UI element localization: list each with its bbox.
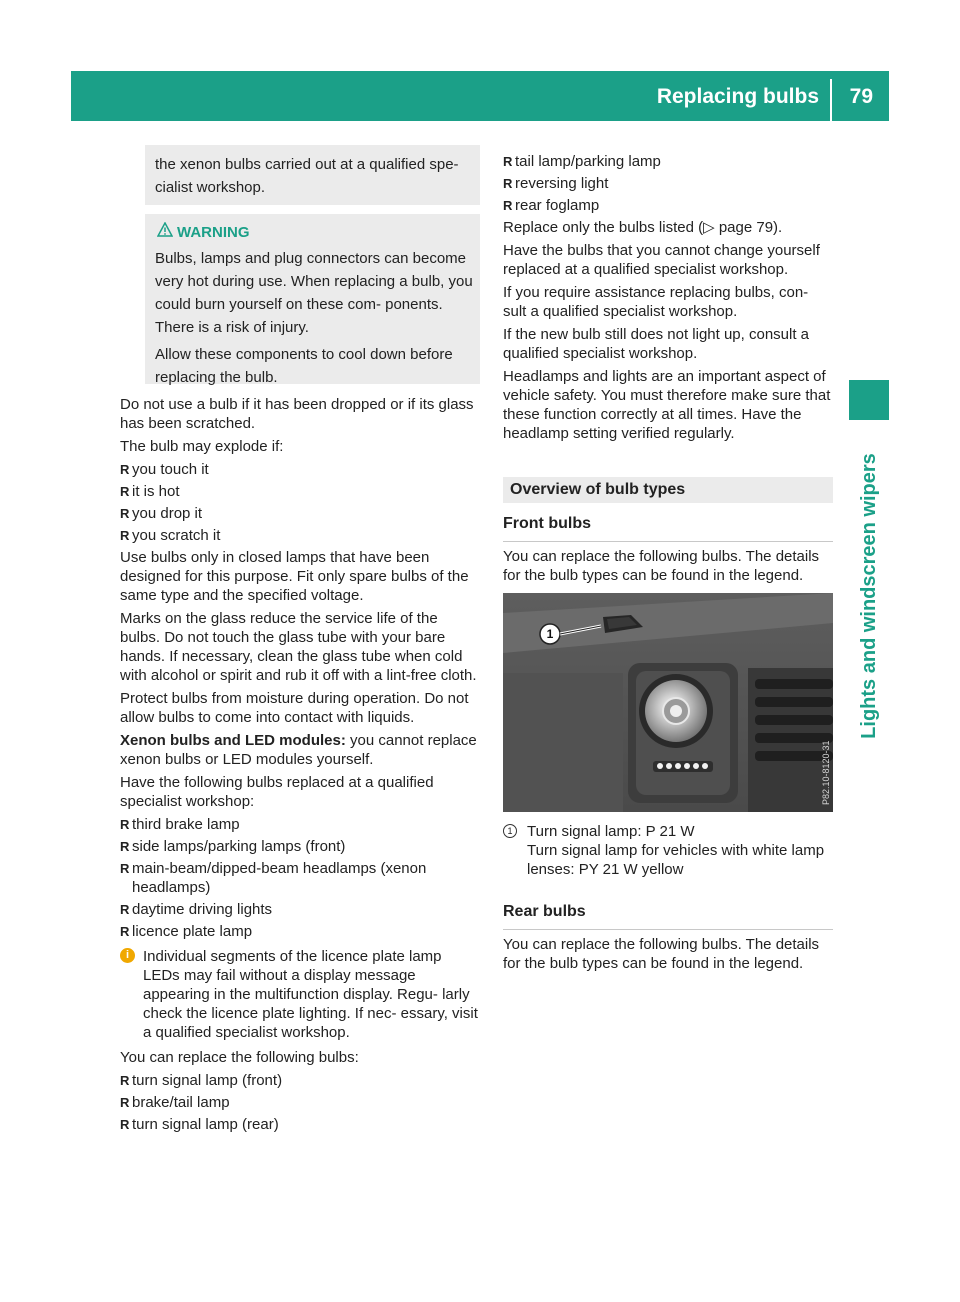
legend <box>503 822 833 879</box>
warning-text-1: Bulbs, lamps and plug connectors can become very hot during use. When replacing a bulb, you could burn yourself on these com- ponents. There is a risk of injury. <box>155 250 473 336</box>
list-item: R you drop it <box>120 504 480 523</box>
list-item: R daytime driving lights <box>120 900 480 919</box>
headlamp-image <box>503 593 833 812</box>
paragraph: You can replace the following bulbs: <box>120 1049 359 1066</box>
side-tab-label: Lights and windscreen wipers <box>858 453 880 739</box>
paragraph: Have the bulbs that you cannot change yourself replaced at a qualified specialist workshop. <box>503 242 820 278</box>
list-item: R it is hot <box>120 482 480 501</box>
headlamp-illustration <box>503 593 833 812</box>
info-text: Individual segments of the licence plate lamp LEDs may fail without a display message appearing in the multifunction display. Regu- larly check the licence plate lighting. If nec- essary, visit a qualified specialist workshop. <box>143 948 478 1041</box>
paragraph-page-ref[interactable]: Replace only the bulbs listed (▷ page 79). <box>503 219 783 236</box>
list-item: R licence plate lamp <box>120 922 480 941</box>
list-item: R you scratch it <box>120 526 480 545</box>
warning-text-2: Allow these components to cool down before replacing the bulb. <box>155 346 453 386</box>
list-item: R rear foglamp <box>503 196 833 215</box>
list-item: R turn signal lamp (rear) <box>120 1115 480 1134</box>
list-item: R you touch it <box>120 460 480 479</box>
bullet-list <box>120 815 480 941</box>
front-bulbs-text: You can replace the following bulbs. The details for the bulb types can be found in the legend. <box>503 548 820 584</box>
warning-box <box>145 214 480 384</box>
warning-body <box>155 247 474 393</box>
info-note <box>120 947 480 1042</box>
header-title: Replacing bulbs <box>656 85 819 108</box>
legend-line-1: Turn signal lamp: P 21 W <box>527 823 695 840</box>
warning-icon <box>157 222 177 242</box>
legend-line-2: Turn signal lamp for vehicles with white lamp lenses: PY 21 W yellow <box>527 842 825 878</box>
legend-number: 1 <box>503 824 517 838</box>
callout-number: 1 <box>546 627 554 641</box>
paragraph: Have the following bulbs replaced at a qualified specialist workshop: <box>120 774 434 810</box>
paragraph: Marks on the glass reduce the service life of the bulbs. Do not touch the glass tube with your bare hands. If necessary, clean the glass tube when cold with alcohol or spirit and rub it off with a lint-free cloth. <box>120 610 477 684</box>
rear-bulbs-text: You can replace the following bulbs. The details for the bulb types can be found in the legend. <box>503 936 820 972</box>
bullet-list <box>120 460 480 545</box>
list-item: R reversing light <box>503 174 833 193</box>
warning-title: WARNING <box>145 222 480 242</box>
header-separator <box>830 79 832 121</box>
list-item: R turn signal lamp (front) <box>120 1071 480 1090</box>
bullet-list <box>503 152 833 215</box>
page-header <box>71 71 889 121</box>
front-bulbs-heading: Front bulbs <box>503 514 833 542</box>
list-item: R main-beam/dipped-beam headlamps (xenon headlamps) <box>120 859 480 897</box>
page-number: 79 <box>849 85 873 108</box>
list-item: R third brake lamp <box>120 815 480 834</box>
list-item: R side lamps/parking lamps (front) <box>120 837 480 856</box>
paragraph: Headlamps and lights are an important aspect of vehicle safety. You must therefore make sure that these function correctly at all times. Have the headlamp setting verified regularly. <box>503 368 831 442</box>
section-heading: Overview of bulb types <box>503 477 833 503</box>
rear-bulbs-heading: Rear bulbs <box>503 902 833 930</box>
paragraph: Xenon bulbs and LED modules: you cannot replace xenon bulbs or LED modules yourself. <box>120 732 477 768</box>
side-tab-marker <box>849 380 889 420</box>
paragraph: If you require assistance replacing bulbs, con- sult a qualified specialist workshop. <box>503 284 809 320</box>
side-tab <box>849 436 889 756</box>
note-box-text: the xenon bulbs carried out at a qualified spe- cialist workshop. <box>155 156 459 196</box>
note-box <box>145 145 480 205</box>
left-column <box>120 395 480 1137</box>
image-code: P82.10-8120-31 <box>821 740 831 805</box>
paragraph: If the new bulb still does not light up, consult a qualified specialist workshop. <box>503 326 810 362</box>
paragraph: Protect bulbs from moisture during operation. Do not allow bulbs to come into contact with liquids. <box>120 690 469 726</box>
list-item: R brake/tail lamp <box>120 1093 480 1112</box>
right-column <box>503 152 833 447</box>
paragraph: The bulb may explode if: <box>120 438 284 455</box>
paragraph: Do not use a bulb if it has been dropped or if its glass has been scratched. <box>120 396 474 432</box>
list-item: R tail lamp/parking lamp <box>503 152 833 171</box>
paragraph: Use bulbs only in closed lamps that have been designed for this purpose. Fit only spare bulbs of the same type and the specified voltage. <box>120 549 469 604</box>
info-icon: i <box>120 948 135 963</box>
bullet-list <box>120 1071 480 1134</box>
